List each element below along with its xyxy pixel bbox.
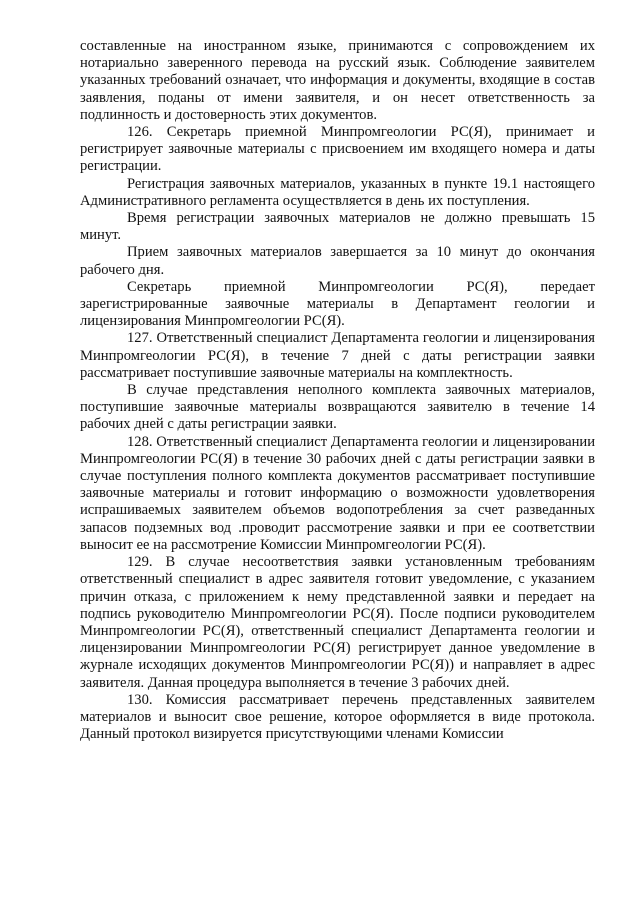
paragraph-128: 128. Ответственный специалист Департамента геологии и лицензировании Минпромгеологии РС(Я) в течение 30 рабочих дней с даты регистрации заявки в случае поступления полного комплекта документов рассматривает поступившие заявочные материалы и готовит информацию о возможности удовлетворения испрашиваемых заявителем объемов водопотребления за счет разведанных запасов подземных вод .проводит рассмотрение заявки и при ее соответствии выносит ее на рассмотрение Комиссии Минпромгеологии РС(Я). — [80, 433, 595, 553]
paragraph-127: 127. Ответственный специалист Департамента геологии и лицензирования Минпромгеологии РС(Я), в течение 7 дней с даты регистрации заявки рассматривает поступившие заявочные материалы на комплектность. — [80, 330, 595, 381]
paragraph-secretary-transfer: Секретарь приемной Минпромгеологии РС(Я), передает зарегистрированные заявочные материалы в Департамент геологии и лицензирования Минпромгеологии РС(Я). — [80, 278, 595, 330]
paragraph-continuation: составленные на иностранном языке, принимаются с сопровождением их нотариально заверенного перевода на русский язык. Соблюдение заявителем указанных требований означает, что информация и документы, входящие в состав заявления, поданы от имени заявителя, и он несет ответственность за подлинность и достоверность этих документов. — [80, 38, 595, 123]
document-page — [80, 38, 595, 743]
paragraph-registration-time: Время регистрации заявочных материалов не должно превышать 15 минут. — [80, 210, 595, 244]
paragraph-126: 126. Секретарь приемной Минпромгеологии РС(Я), принимает и регистрирует заявочные материалы с присвоением им входящего номера и даты регистрации. — [80, 124, 595, 175]
paragraph-incomplete-set: В случае представления неполного комплекта заявочных материалов, поступившие заявочные материалы возвращаются заявителю в течение 14 рабочих дней с даты регистрации заявки. — [80, 382, 595, 433]
paragraph-129: 129. В случае несоответствия заявки установленным требованиям ответственный специалист в адрес заявителя готовит уведомление, с указанием причин отказа, с приложением к нему представленной заявки и передает на подпись руководителю Минпромгеологии РС(Я). После подписи руководителем Минпромгеологии РС(Я), ответственный специалист Департамента геологии и лицензировании Минпромгеологии РС(Я) регистрирует данное уведомление в журнале исходящих документов Минпромгеологии РС(Я)) и направляет в адрес заявителя. Данная процедура выполняется в течение 3 рабочих дней. — [80, 554, 595, 691]
paragraph-registration: Регистрация заявочных материалов, указанных в пункте 19.1 настоящего Административного регламента осуществляется в день их поступления. — [80, 175, 595, 209]
paragraph-reception-end: Прием заявочных материалов завершается за 10 минут до окончания рабочего дня. — [80, 244, 595, 278]
paragraph-130: 130. Комиссия рассматривает перечень представленных заявителем материалов и выносит свое решение, которое оформляется в виде протокола. Данный протокол визируется присутствующими членами Комиссии — [80, 691, 595, 743]
